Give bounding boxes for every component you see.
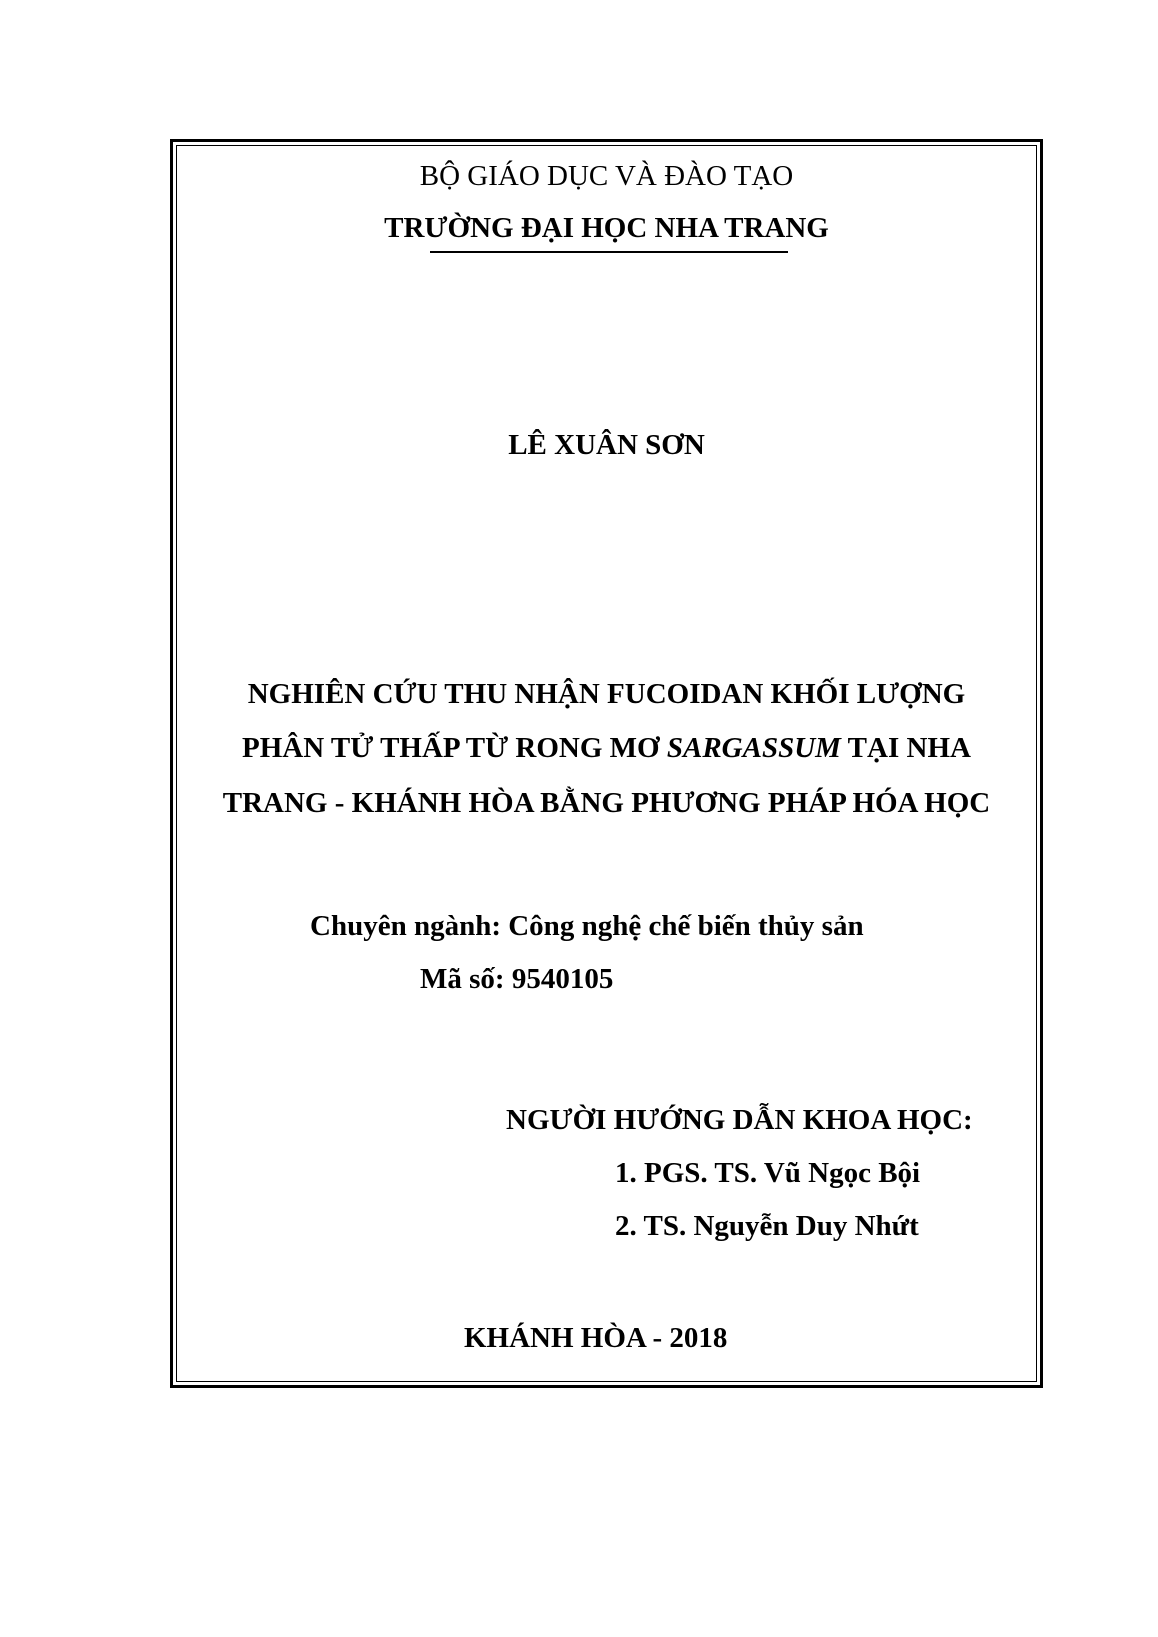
place-year: KHÁNH HÒA - 2018 (464, 1322, 728, 1354)
thesis-title-line-1: NGHIÊN CỨU THU NHẬN FUCOIDAN KHỐI LƯỢNG (247, 678, 966, 710)
header-underline (430, 251, 788, 253)
major-code: Mã số: 9540105 (420, 963, 614, 995)
supervisor-1: 1. PGS. TS. Vũ Ngọc Bội (615, 1157, 921, 1189)
thesis-title-line-3: TRANG - KHÁNH HÒA BẰNG PHƯƠNG PHÁP HÓA HỌC (222, 787, 991, 819)
thesis-title-line-2 (176, 730, 1037, 766)
thesis-title-line-2-start: PHÂN TỬ THẤP TỪ RONG MƠ (242, 732, 667, 764)
university-name: TRƯỜNG ĐẠI HỌC NHA TRANG (384, 212, 829, 244)
supervisor-2: 2. TS. Nguyễn Duy Nhứt (615, 1210, 919, 1242)
major-label: Chuyên ngành: Công nghệ chế biến thủy sản (310, 910, 864, 942)
author-name: LÊ XUÂN SƠN (508, 429, 705, 461)
species-name: SARGASSUM (666, 732, 841, 764)
ministry-name: BỘ GIÁO DỤC VÀ ĐÀO TẠO (419, 160, 794, 192)
supervisors-heading: NGƯỜI HƯỚNG DẪN KHOA HỌC: (506, 1104, 973, 1136)
thesis-title-line-2-end: TẠI NHA (840, 732, 971, 764)
